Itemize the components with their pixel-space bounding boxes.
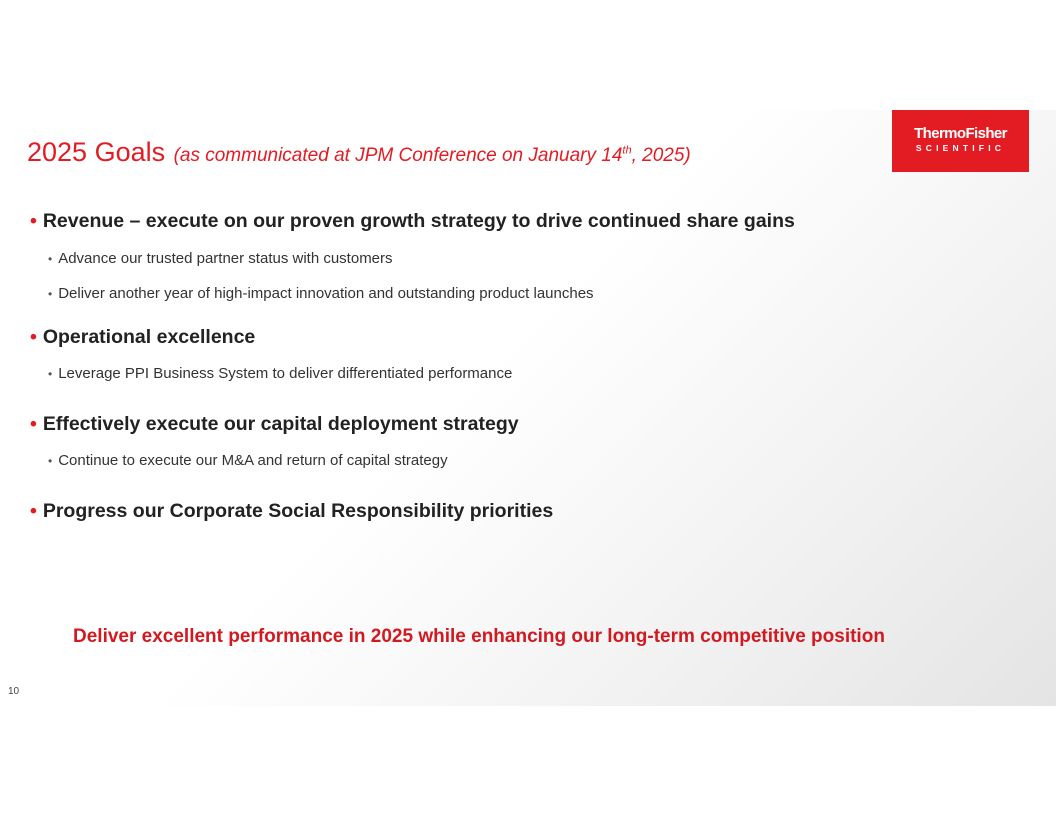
sub-bullet-marker: •	[48, 287, 53, 301]
sub-bullet-ma	[48, 452, 448, 469]
sub-bullet-text: Advance our trusted partner status with customers	[58, 250, 393, 267]
sub-bullet-text: Leverage PPI Business System to deliver differentiated performance	[58, 365, 513, 382]
bullet-operational-excellence	[30, 326, 255, 349]
tagline: Deliver excellent performance in 2025 while enhancing our long-term competitive position	[73, 626, 885, 647]
bullet-capital-deployment	[30, 413, 519, 436]
slide-background	[0, 110, 1056, 706]
bullet-text: Effectively execute our capital deployment strategy	[42, 413, 519, 435]
subtitle-text: (as communicated at JPM Conference on January 14	[173, 145, 623, 166]
sub-bullet-partner-status	[48, 250, 393, 267]
sub-bullet-innovation	[48, 285, 594, 302]
bullet-csr	[30, 500, 553, 523]
title-main: 2025 Goals	[27, 137, 166, 167]
bullet-marker: •	[30, 413, 37, 435]
bullet-text: Operational excellence	[42, 326, 256, 348]
thermo-fisher-logo	[892, 110, 1029, 172]
bullet-text: Revenue – execute on our proven growth strategy to drive continued share gains	[42, 210, 795, 232]
title-subtitle	[174, 145, 691, 166]
logo-subtext: SCIENTIFIC	[915, 143, 1006, 153]
sub-bullet-text: Continue to execute our M&A and return of capital strategy	[58, 452, 448, 469]
page-number: 10	[8, 686, 20, 697]
bullet-marker: •	[30, 500, 37, 522]
subtitle-end: , 2025)	[631, 145, 691, 166]
sub-bullet-marker: •	[48, 454, 53, 468]
logo-wordmark: ThermoFisher	[914, 125, 1007, 142]
bullet-marker: •	[30, 210, 37, 232]
bullet-revenue	[30, 210, 795, 233]
sub-bullet-marker: •	[48, 252, 53, 266]
bullet-marker: •	[30, 326, 37, 348]
bullet-text: Progress our Corporate Social Responsibility priorities	[42, 500, 554, 522]
sub-bullet-marker: •	[48, 367, 53, 381]
slide-title	[27, 137, 691, 168]
sub-bullet-text: Deliver another year of high-impact innovation and outstanding product launches	[58, 285, 594, 302]
sub-bullet-ppi	[48, 365, 512, 382]
subtitle-superscript: th	[622, 144, 632, 157]
